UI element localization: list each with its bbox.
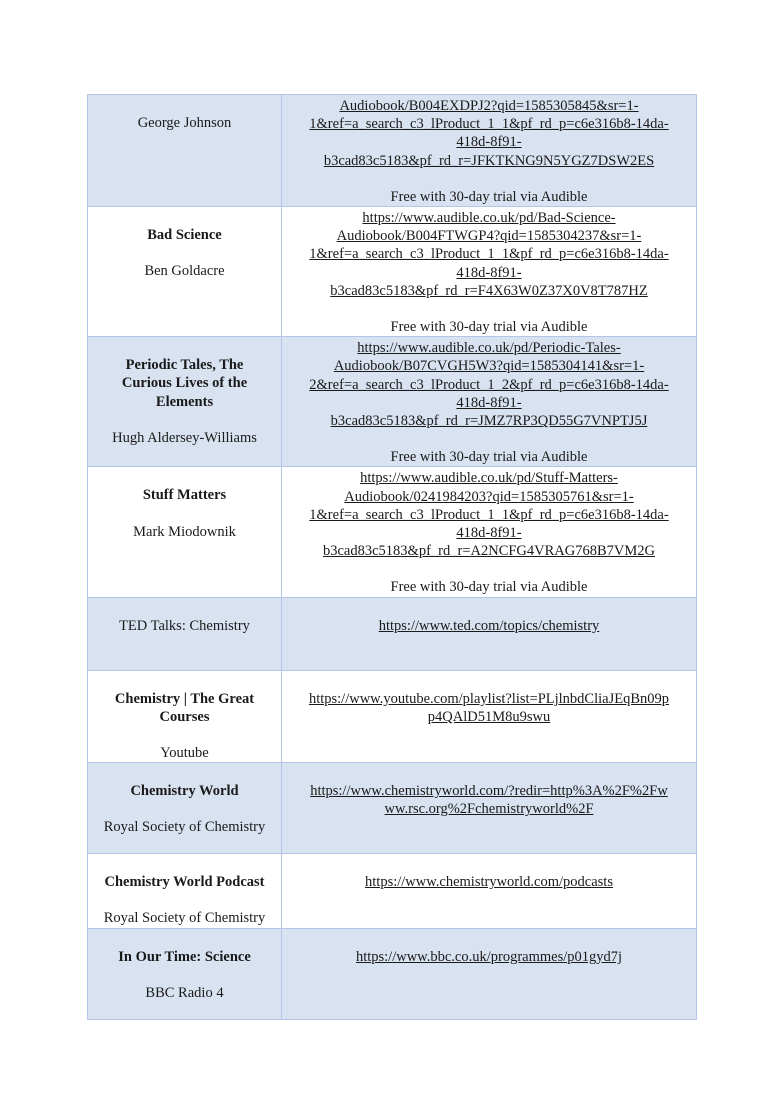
resource-link[interactable] [282,690,696,726]
resource-link[interactable] [282,873,696,891]
link-cell [282,670,697,763]
link-line: b3cad83c5183&pf_rd_r=JFKTKNG9N5YGZ7DSW2ES [323,152,655,169]
link-cell [282,207,697,337]
spacer [88,411,281,429]
link-line: https://www.ted.com/topics/chemistry [378,617,600,634]
table-row [88,95,697,207]
resource-title-line: Courses [159,708,210,725]
resource-cell [88,928,282,1019]
spacer [88,244,281,262]
link-line: https://www.audible.co.uk/pd/Stuff-Matters- [360,470,618,487]
link-line: b3cad83c5183&pf_rd_r=A2NCFG4VRAG768B7VM2G [323,543,655,560]
link-line: https://www.audible.co.uk/pd/Periodic-Tales- [357,340,621,357]
link-cell [282,467,697,597]
link-line: Audiobook/B004EXDPJ2?qid=1585305845&sr=1- [339,98,639,114]
table-row [88,763,697,854]
link-line: Audiobook/B004FTWGP4?qid=1585304237&sr=1- [336,228,642,245]
table-row [88,928,697,1019]
resource-title-line: Elements [155,393,214,410]
resource-title: TED Talks: Chemistry [119,617,250,634]
link-line: 2&ref=a_search_c3_lProduct_1_2&pf_rd_p=c6e316b8-14da- [309,376,669,393]
resource-link[interactable] [282,469,696,560]
resource-cell [88,467,282,597]
resource-author: BBC Radio 4 [145,984,224,1001]
resource-link[interactable] [282,948,696,966]
spacer [88,505,281,523]
resource-author: Royal Society of Chemistry [103,910,266,927]
table-row [88,467,697,597]
resource-title: Chemistry World Podcast [104,874,265,891]
resource-author: George Johnson [137,115,232,131]
resource-title-line: Curious Lives of the [121,375,248,392]
link-cell [282,597,697,670]
spacer [88,800,281,818]
link-line: 418d-8f91- [456,394,522,411]
spacer [88,726,281,744]
link-line: p4QAlD51M8u9swu [427,708,551,725]
link-line: ww.rsc.org%2Fchemistryworld%2F [384,801,594,818]
link-line: b3cad83c5183&pf_rd_r=F4X63W0Z37X0V8T787HZ [330,282,648,299]
link-line: https://www.youtube.com/playlist?list=PLjlnbdCliaJEqBn09p [308,690,670,707]
resource-author: Hugh Aldersey-Williams [112,429,257,446]
link-line: 1&ref=a_search_c3_lProduct_1_1&pf_rd_p=c6e316b8-14da- [309,506,669,523]
resource-link[interactable] [282,209,696,300]
resource-author: Mark Miodownik [133,523,236,540]
table-row [88,854,697,928]
spacer [282,300,696,318]
link-line: https://www.chemistryworld.com/podcasts [365,874,613,891]
resource-cell [88,854,282,928]
resource-title: In Our Time: Science [118,948,251,965]
table-row [88,337,697,467]
link-line: Audiobook/0241984203?qid=1585305761&sr=1- [344,488,634,505]
resource-link[interactable] [282,97,696,170]
resource-author: Youtube [160,745,209,762]
resource-cell [88,597,282,670]
table-row [88,597,697,670]
table-row [88,207,697,337]
link-line: 418d-8f91- [456,264,522,281]
table-row [88,670,697,763]
resource-cell [88,207,282,337]
resources-table [87,94,697,1020]
availability-note: Free with 30-day trial via Audible [390,579,588,596]
spacer [282,430,696,448]
spacer [88,966,281,984]
resource-cell [88,670,282,763]
resource-title: Bad Science [147,227,222,244]
spacer [282,170,696,188]
resource-cell [88,95,282,207]
availability-note: Free with 30-day trial via Audible [390,449,588,466]
link-cell [282,928,697,1019]
resource-title-line: Periodic Tales, The [125,357,244,374]
link-line: Audiobook/B07CVGH5W3?qid=1585304141&sr=1- [333,358,645,375]
link-line: 1&ref=a_search_c3_lProduct_1_1&pf_rd_p=c6e316b8-14da- [309,116,669,133]
resource-title-line: Chemistry | The Great [114,690,255,707]
resource-author: Ben Goldacre [144,263,225,280]
resource-title: Chemistry World [130,783,239,800]
link-line: 418d-8f91- [456,525,522,542]
link-line: https://www.audible.co.uk/pd/Bad-Science- [362,210,616,227]
link-cell [282,763,697,854]
resource-cell [88,763,282,854]
link-cell [282,95,697,207]
spacer [282,560,696,578]
resource-link[interactable] [282,617,696,635]
resource-cell [88,337,282,467]
resource-author: Royal Society of Chemistry [103,819,266,836]
resource-link[interactable] [282,339,696,430]
availability-note: Free with 30-day trial via Audible [390,188,588,205]
link-cell [282,854,697,928]
link-line: b3cad83c5183&pf_rd_r=JMZ7RP3QD55G7VNPTJ5J [330,413,648,430]
link-line: https://www.bbc.co.uk/programmes/p01gyd7j [355,948,623,965]
resource-title: Stuff Matters [142,487,227,504]
link-line: 418d-8f91- [456,134,522,151]
resource-link[interactable] [282,782,696,818]
link-line: https://www.chemistryworld.com/?redir=http%3A%2F%2Fw [310,783,668,800]
link-cell [282,337,697,467]
availability-note: Free with 30-day trial via Audible [390,319,588,336]
spacer [88,891,281,909]
link-line: 1&ref=a_search_c3_lProduct_1_1&pf_rd_p=c6e316b8-14da- [309,246,669,263]
